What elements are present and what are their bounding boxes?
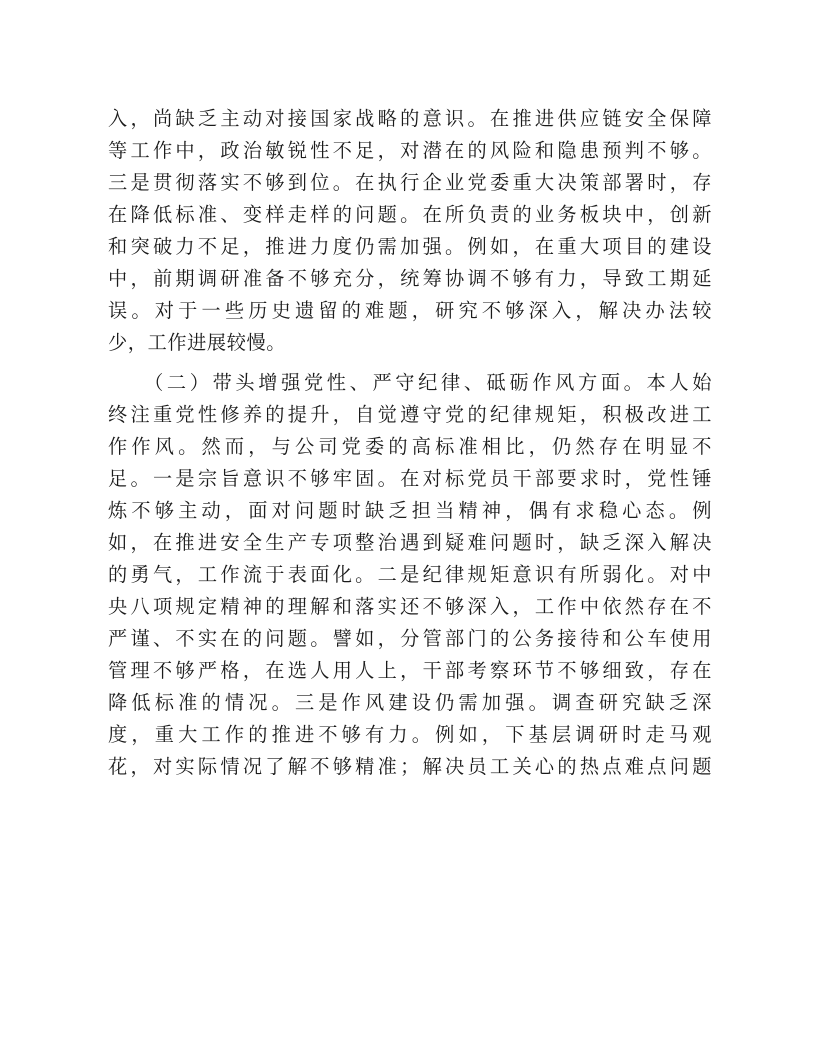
text-line: 度，重大工作的推进不够有力。例如，下基层调研时走马观 bbox=[108, 723, 712, 746]
text-line: 花，对实际情况了解不够精准；解决员工关心的热点难点问题 bbox=[108, 755, 712, 778]
text-line: 降低标准的情况。三是作风建设仍需加强。调查研究缺乏深 bbox=[108, 691, 712, 714]
text-line: 三是贯彻落实不够到位。在执行企业党委重大决策部署时，存 bbox=[108, 171, 712, 194]
text-line: 和突破力不足，推进力度仍需加强。例如，在重大项目的建设 bbox=[108, 235, 712, 258]
text-line: 央八项规定精神的理解和落实还不够深入，工作中依然存在不 bbox=[108, 595, 712, 618]
text-line: 等工作中，政治敏锐性不足，对潜在的风险和隐患预判不够。 bbox=[108, 139, 712, 162]
text-line: 足。一是宗旨意识不够牢固。在对标党员干部要求时，党性锤 bbox=[108, 467, 712, 490]
text-line: 中，前期调研准备不够充分，统筹协调不够有力，导致工期延 bbox=[108, 267, 712, 290]
paragraph-spacer bbox=[108, 359, 712, 367]
text-line: 管理不够严格，在选人用人上，干部考察环节不够细致，存在 bbox=[108, 659, 712, 682]
text-line: 少，工作进展较慢。 bbox=[108, 331, 287, 354]
text-line: （二）带头增强党性、严守纪律、砥砺作风方面。本人始 bbox=[108, 371, 712, 394]
paragraph-2 bbox=[108, 367, 712, 783]
text-line: 炼不够主动，面对问题时缺乏担当精神，偶有求稳心态。例 bbox=[108, 499, 712, 522]
text-line: 入，尚缺乏主动对接国家战略的意识。在推进供应链安全保障 bbox=[108, 107, 712, 130]
text-line: 作作风。然而，与公司党委的高标准相比，仍然存在明显不 bbox=[108, 435, 712, 458]
text-line: 严谨、不实在的问题。譬如，分管部门的公务接待和公车使用 bbox=[108, 627, 712, 650]
text-line: 的勇气，工作流于表面化。二是纪律规矩意识有所弱化。对中 bbox=[108, 563, 712, 586]
text-line: 在降低标准、变样走样的问题。在所负责的业务板块中，创新 bbox=[108, 203, 712, 226]
body-text bbox=[108, 103, 712, 783]
text-line: 误。对于一些历史遗留的难题，研究不够深入，解决办法较 bbox=[108, 299, 712, 322]
paragraph-1 bbox=[108, 103, 712, 359]
text-line: 终注重党性修养的提升，自觉遵守党的纪律规矩，积极改进工 bbox=[108, 403, 712, 426]
text-line: 如，在推进安全生产专项整治遇到疑难问题时，缺乏深入解决 bbox=[108, 531, 712, 554]
